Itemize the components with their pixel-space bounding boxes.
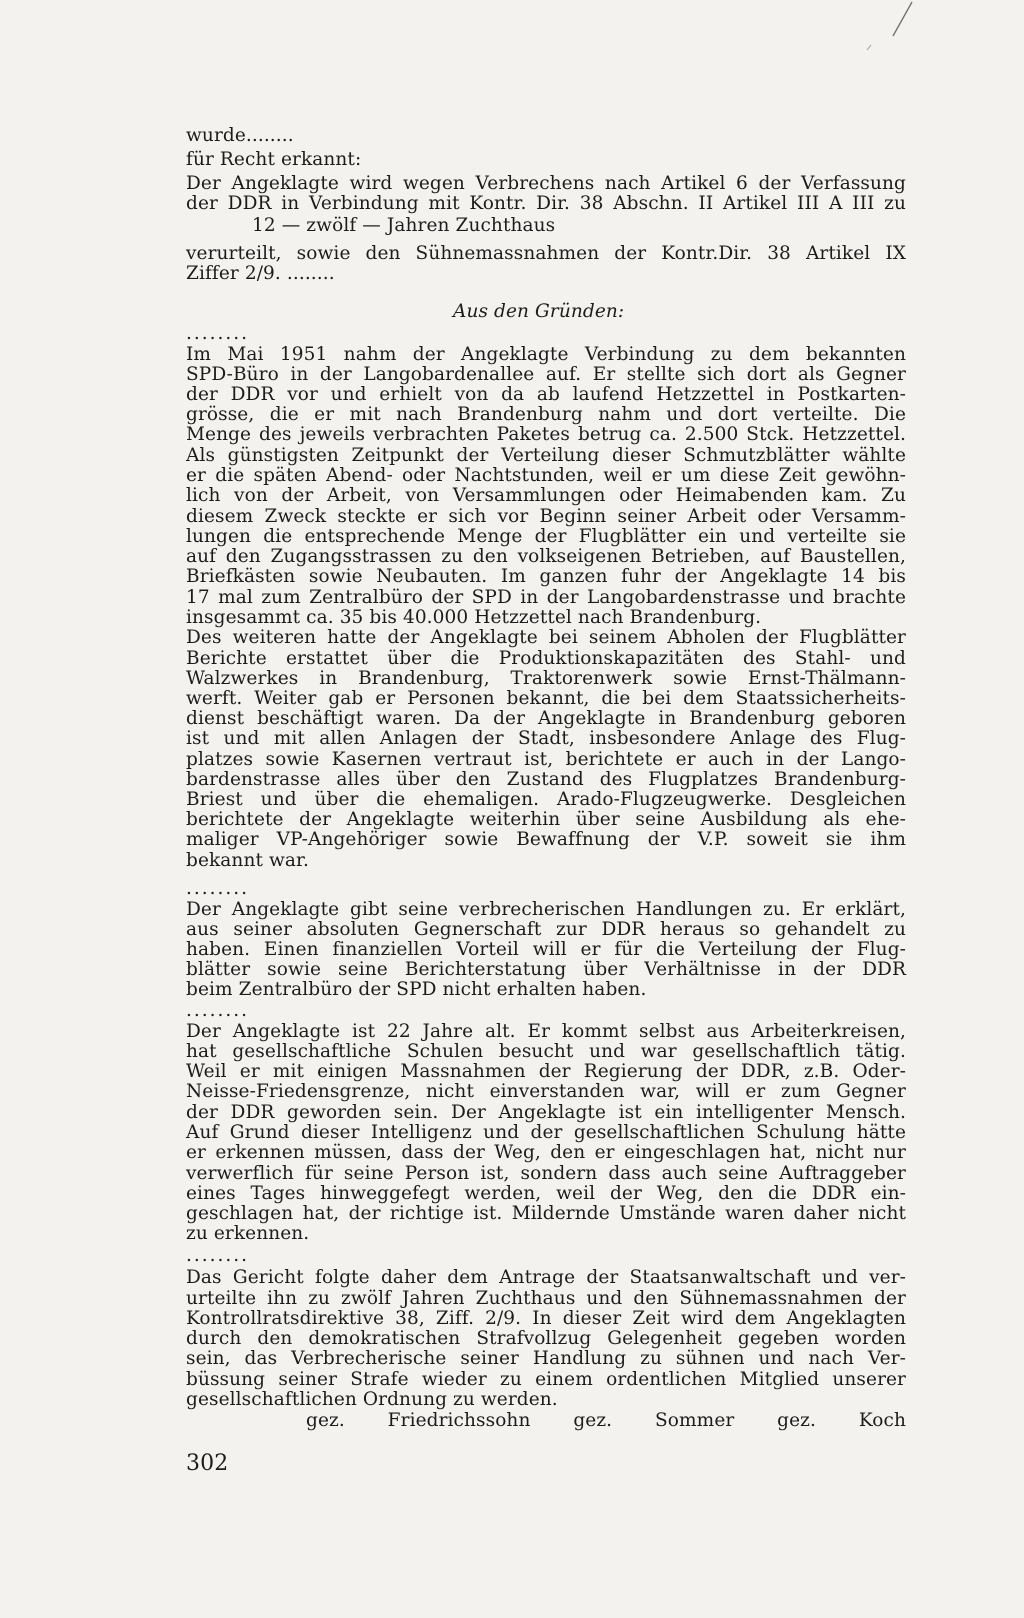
text-line: der DDR geworden sein. Der Angeklagte ist ein intelligenter Mensch. [186, 1102, 906, 1123]
text-line: Das Gericht folgte daher dem Antrage der Staatsanwaltschaft und ver- [186, 1267, 906, 1288]
ellipsis-line: ........ [186, 323, 250, 344]
text-line: er die späten Abend- oder Nachtstunden, weil er um diese Zeit gewöhn- [186, 465, 906, 486]
text-line: durch den demokratischen Strafvollzug Gelegenheit gegeben worden [186, 1328, 906, 1349]
text-line: Ziffer 2/9. ........ [186, 263, 335, 284]
text-line: Weil er mit einigen Massnahmen der Regierung der DDR, z.B. Oder- [186, 1061, 906, 1082]
text-line: lich von der Arbeit, von Versammlungen oder Heimabenden kam. Zu [186, 485, 906, 506]
text-line: eines Tages hinweggefegt werden, weil der Weg, den die DDR ein- [186, 1183, 906, 1204]
text-line: aus seiner absoluten Gegnerschaft zur DDR heraus so gehandelt zu [186, 919, 906, 940]
text-line: diesem Zweck steckte er sich vor Beginn seiner Arbeit oder Versamm- [186, 506, 906, 527]
ellipsis-line: ........ [186, 1245, 250, 1266]
text-line: Des weiteren hatte der Angeklagte bei seinem Abholen der Flugblätter [186, 627, 906, 648]
text-line: Neisse-Friedensgrenze, nicht einverstanden war, will er zum Gegner [186, 1081, 906, 1102]
text-line: büssung seiner Strafe wieder zu einem ordentlichen Mitglied unserer [186, 1369, 906, 1390]
text-line: bekannt war. [186, 850, 309, 871]
text-line: Kontrollratsdirektive 38, Ziff. 2/9. In dieser Zeit wird dem Angeklagten [186, 1308, 906, 1329]
text-line: zu erkennen. [186, 1223, 310, 1244]
text-line: er erkennen müssen, dass der Weg, den er eingeschlagen hat, nicht nur [186, 1142, 906, 1163]
text-line: Als günstigsten Zeitpunkt der Verteilung dieser Schmutzblätter wählte [186, 445, 906, 466]
text-line: werft. Weiter gab er Personen bekannt, die bei dem Staatssicherheits- [186, 688, 906, 709]
text-line: der DDR in Verbindung mit Kontr. Dir. 38 Abschn. II Artikel III A III zu [186, 193, 906, 214]
text-line: Berichte erstattet über die Produktionskapazitäten des Stahl- und [186, 648, 906, 669]
text-line: für Recht erkannt: [186, 149, 362, 170]
text-line: bardenstrasse alles über den Zustand des Flugplatzes Brandenburg- [186, 769, 906, 790]
pencil-stroke-mark [0, 0, 1024, 120]
text-line: geschlagen hat, der richtige ist. Mildernde Umstände waren daher nicht [186, 1203, 906, 1224]
text-line: lungen die entsprechende Menge der Flugblätter ein und verteilte sie [186, 526, 906, 547]
text-line: Der Angeklagte ist 22 Jahre alt. Er kommt selbst aus Arbeiterkreisen, [186, 1021, 906, 1042]
text-line: gesellschaftlichen Ordnung zu werden. [186, 1389, 558, 1410]
text-line: wurde........ [186, 125, 294, 146]
text-line: blätter sowie seine Berichterstatung über Verhältnisse in der DDR [186, 959, 906, 980]
text-line: maliger VP-Angehöriger sowie Bewaffnung der V.P. soweit sie ihm [186, 829, 906, 850]
text-line: hat gesellschaftliche Schulen besucht und war gesellschaftlich tätig. [186, 1041, 906, 1062]
text-line: 17 mal zum Zentralbüro der SPD in der Langobardenstrasse und brachte [186, 587, 906, 608]
text-line: Im Mai 1951 nahm der Angeklagte Verbindung zu dem bekannten [186, 344, 906, 365]
text-line: der DDR vor und erhielt von da ab laufend Hetzzettel in Postkarten- [186, 384, 906, 405]
text-line: haben. Einen finanziellen Vorteil will er für die Verteilung der Flug- [186, 939, 906, 960]
text-line: Menge des jeweils verbrachten Paketes betrug ca. 2.500 Stck. Hetzzettel. [186, 424, 906, 445]
text-line: Auf Grund dieser Intelligenz und der gesellschaftlichen Schulung hätte [186, 1122, 906, 1143]
text-line: urteilte ihn zu zwölf Jahren Zuchthaus und den Sühnemassnahmen der [186, 1288, 906, 1309]
text-line: platzes sowie Kasernen vertraut ist, berichtete er auch in der Lango- [186, 749, 906, 770]
text-line: Briefkästen sowie Neubauten. Im ganzen fuhr der Angeklagte 14 bis [186, 566, 906, 587]
text-line: verwerflich für seine Person ist, sondern dass auch seine Auftraggeber [186, 1163, 906, 1184]
ellipsis-line: ........ [186, 1000, 250, 1021]
text-line: auf den Zugangsstrassen zu den volkseigenen Betrieben, auf Baustellen, [186, 546, 906, 567]
text-line: 12 — zwölf — Jahren Zuchthaus [252, 215, 556, 236]
text-line: dienst beschäftigt waren. Da der Angeklagte in Brandenburg geboren [186, 708, 906, 729]
text-line: sein, das Verbrecherische seiner Handlung zu sühnen und nach Ver- [186, 1348, 906, 1369]
text-line: SPD-Büro in der Langobardenallee auf. Er stellte sich dort als Gegner [186, 364, 906, 385]
text-line: grösse, die er mit nach Brandenburg nahm und dort verteilte. Die [186, 404, 906, 425]
text-line: Der Angeklagte gibt seine verbrecherischen Handlungen zu. Er erklärt, [186, 899, 906, 920]
text-line: berichtete der Angeklagte weiterhin über seine Ausbildung als ehe- [186, 809, 906, 830]
text-line: insgesammt ca. 35 bis 40.000 Hetzzettel nach Brandenburg. [186, 607, 762, 628]
signature-line: gez. Friedrichssohn gez. Sommer gez. Koch [306, 1410, 906, 1431]
text-line: verurteilt, sowie den Sühnemassnahmen der Kontr.Dir. 38 Artikel IX [186, 243, 906, 264]
section-heading: Aus den Gründen: [453, 301, 625, 322]
text-line: Briest und über die ehemaligen. Arado-Flugzeugwerke. Desgleichen [186, 789, 906, 810]
page-number: 302 [186, 1451, 229, 1476]
text-line: Walzwerkes in Brandenburg, Traktorenwerk sowie Ernst-Thälmann- [186, 668, 906, 689]
text-line: ist und mit allen Anlagen der Stadt, insbesondere Anlage des Flug- [186, 728, 906, 749]
text-line: beim Zentralbüro der SPD nicht erhalten haben. [186, 979, 647, 1000]
text-line: Der Angeklagte wird wegen Verbrechens nach Artikel 6 der Verfassung [186, 173, 906, 194]
ellipsis-line: ........ [186, 878, 250, 899]
